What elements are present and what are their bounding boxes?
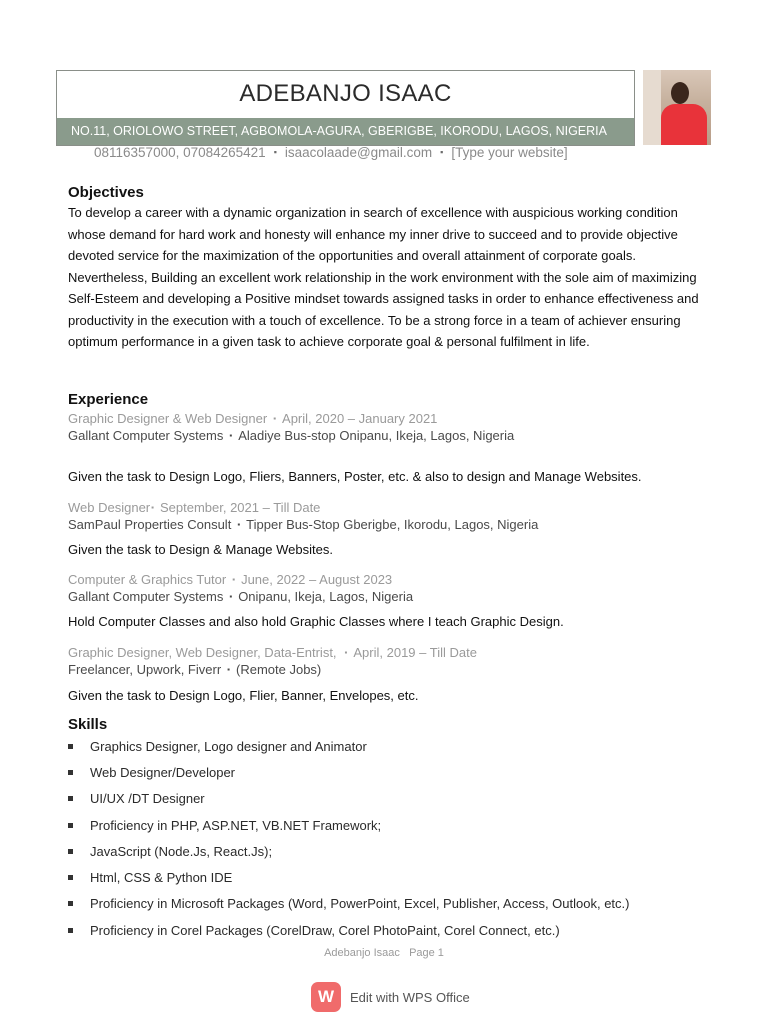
job-location: Aladiye Bus-stop Onipanu, Ikeja, Lagos, Nigeria bbox=[238, 428, 515, 443]
bullet-icon bbox=[68, 901, 73, 906]
job-dates: April, 2019 – Till Date bbox=[353, 645, 477, 660]
job-company-line: Freelancer, Upwork, Fiverr ▪ (Remote Jobs) bbox=[68, 662, 322, 677]
skills-heading: Skills bbox=[68, 716, 108, 733]
candidate-name: ADEBANJO ISAAC bbox=[239, 80, 452, 107]
job-description: Hold Computer Classes and also hold Graphic Classes where I teach Graphic Design. bbox=[68, 614, 564, 629]
job-company: SamPaul Properties Consult bbox=[68, 517, 232, 532]
bullet-icon bbox=[68, 770, 73, 775]
bullet-icon bbox=[68, 849, 73, 854]
experience-heading: Experience bbox=[68, 391, 149, 408]
job-role: Web Designer bbox=[68, 500, 151, 515]
profile-photo bbox=[643, 70, 711, 145]
job-location: Onipanu, Ikeja, Lagos, Nigeria bbox=[238, 589, 414, 604]
contact-line bbox=[94, 145, 568, 160]
separator-icon: ▪ bbox=[273, 147, 277, 157]
email-address[interactable]: isaacolaade@gmail.com bbox=[284, 145, 433, 160]
wps-label: Edit with WPS Office bbox=[350, 989, 470, 1005]
list-item: Web Designer/Developer bbox=[68, 759, 629, 785]
job-title-line: Graphic Designer, Web Designer, Data-Entrist, ▪ April, 2019 – Till Date bbox=[68, 645, 477, 660]
bullet-icon bbox=[68, 744, 73, 749]
job-company-line: Gallant Computer Systems ▪ Onipanu, Ikeja, Lagos, Nigeria bbox=[68, 589, 414, 604]
job-description: Given the task to Design Logo, Flier, Banner, Envelopes, etc. bbox=[68, 688, 419, 703]
bullet-icon bbox=[68, 823, 73, 828]
bullet-icon bbox=[68, 928, 73, 933]
job-company-line: Gallant Computer Systems ▪ Aladiye Bus-stop Onipanu, Ikeja, Lagos, Nigeria bbox=[68, 428, 515, 443]
page-footer: Adebanjo Isaac Page 1 bbox=[324, 947, 444, 959]
list-item: Proficiency in Corel Packages (CorelDraw, Corel PhotoPaint, Corel Connect, etc.) bbox=[68, 917, 629, 943]
objectives-heading: Objectives bbox=[68, 184, 144, 201]
job-location: (Remote Jobs) bbox=[236, 662, 322, 677]
job-dates: June, 2022 – August 2023 bbox=[241, 572, 393, 587]
job-company: Freelancer, Upwork, Fiverr bbox=[68, 662, 222, 677]
website-placeholder[interactable]: [Type your website] bbox=[451, 145, 568, 160]
objectives-text: To develop a career with a dynamic organization in search of excellence with auspicious working condition whose demand for hard work and honesty will enhance my inner drive to succeed and to provide objective devoted service for the maximization of the opportunities and overall attainment of corporate goals. Nevertheless, Building an excellent work relationship in the work environment with the sole aim of maximizing Self-Esteem and developing a Positive mindset towards assigned tasks in order to enhance effectiveness and productivity in the execution with a touch of excellence. To be a strong force in a team of achiever ensuring optimum performance in a given task to achieve corporate goal & personal fulfilment in life. bbox=[68, 205, 699, 349]
job-title-line: Computer & Graphics Tutor ▪ June, 2022 – August 2023 bbox=[68, 572, 393, 587]
edit-with-wps-button[interactable] bbox=[311, 982, 470, 1012]
address-bar: NO.11, ORIOLOWO STREET, AGBOMOLA-AGURA, GBERIGBE, IKORODU, LAGOS, NIGERIA bbox=[57, 118, 634, 145]
list-item: UI/UX /DT Designer bbox=[68, 786, 629, 812]
job-company: Gallant Computer Systems bbox=[68, 589, 224, 604]
bullet-icon bbox=[68, 796, 73, 801]
job-company: Gallant Computer Systems bbox=[68, 428, 224, 443]
phone-numbers: 08116357000, 07084265421 bbox=[94, 145, 266, 160]
list-item: JavaScript (Node.Js, React.Js); bbox=[68, 838, 629, 864]
job-dates: April, 2020 – January 2021 bbox=[282, 411, 438, 426]
name-header-box bbox=[56, 70, 635, 146]
job-company-line: SamPaul Properties Consult ▪ Tipper Bus-Stop Gberigbe, Ikorodu, Lagos, Nigeria bbox=[68, 517, 539, 532]
bullet-icon bbox=[68, 875, 73, 880]
list-item: Proficiency in Microsoft Packages (Word, PowerPoint, Excel, Publisher, Access, Outlook, etc.) bbox=[68, 891, 629, 917]
job-description: Given the task to Design & Manage Websites. bbox=[68, 542, 333, 557]
list-item: Proficiency in PHP, ASP.NET, VB.NET Framework; bbox=[68, 812, 629, 838]
list-item: Graphics Designer, Logo designer and Animator bbox=[68, 733, 629, 759]
separator-icon: ▪ bbox=[440, 147, 444, 157]
list-item: Html, CSS & Python IDE bbox=[68, 864, 629, 890]
job-title-line: Web Designer▪ September, 2021 – Till Date bbox=[68, 500, 321, 515]
job-location: Tipper Bus-Stop Gberigbe, Ikorodu, Lagos, Nigeria bbox=[246, 517, 539, 532]
job-role: Graphic Designer, Web Designer, Data-Entrist, bbox=[68, 645, 337, 660]
job-role: Graphic Designer & Web Designer bbox=[68, 411, 268, 426]
job-description: Given the task to Design Logo, Fliers, Banners, Poster, etc. & also to design and Manage Websites. bbox=[68, 469, 642, 484]
wps-logo-icon: W bbox=[311, 982, 341, 1012]
job-role: Computer & Graphics Tutor bbox=[68, 572, 227, 587]
job-dates: September, 2021 – Till Date bbox=[159, 500, 321, 515]
job-title-line: Graphic Designer & Web Designer ▪ April, 2020 – January 2021 bbox=[68, 411, 438, 426]
skills-list bbox=[68, 733, 629, 943]
